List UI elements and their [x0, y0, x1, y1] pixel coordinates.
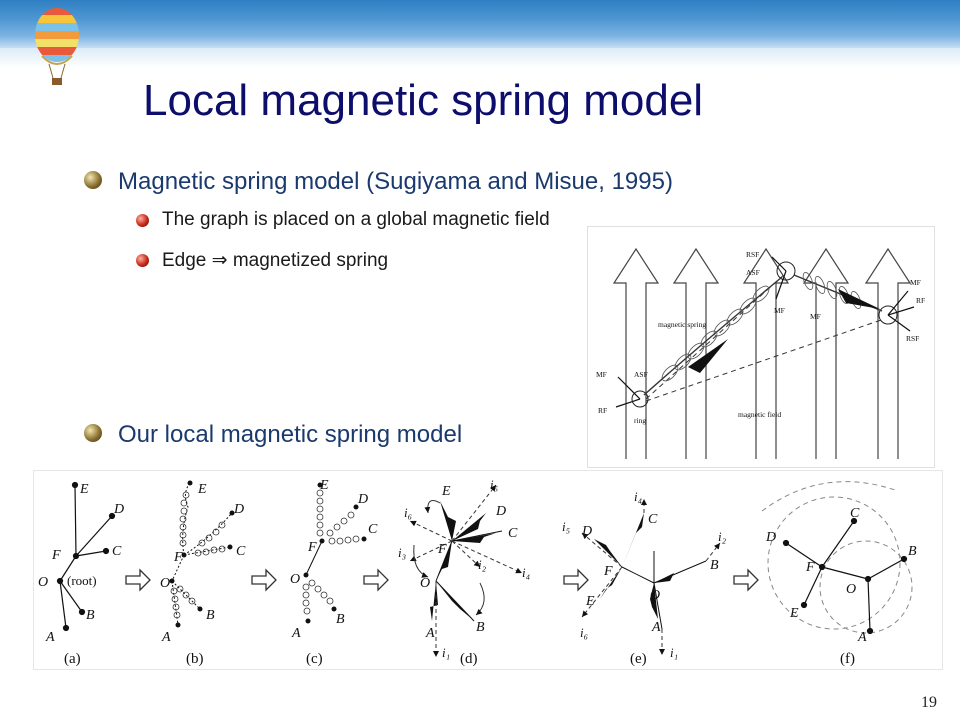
node-c: C	[850, 506, 860, 521]
bullet-global-field: The graph is placed on a global magnetic field	[162, 209, 550, 230]
label-asf: ASF	[634, 370, 648, 379]
force-label: i₄	[634, 489, 643, 504]
label-ring: ring	[634, 416, 647, 425]
label-mf: MF	[810, 312, 821, 321]
caption-f: (f)	[840, 651, 855, 667]
force-label: i₄	[522, 565, 531, 580]
node-b: B	[908, 544, 917, 559]
bullet-icon	[136, 214, 149, 227]
slide-title: Local magnetic spring model	[143, 76, 704, 125]
node-f: F	[806, 560, 815, 575]
force-label: i₂	[478, 557, 487, 572]
label-rf: RF	[598, 406, 608, 415]
node-b: B	[206, 608, 215, 623]
node-e: E	[80, 482, 89, 497]
header-fade	[0, 48, 960, 68]
node-a: A	[652, 620, 661, 635]
bullet-icon	[136, 254, 149, 267]
node-d: D	[766, 530, 777, 545]
root-label: (root)	[67, 573, 97, 588]
label-magnetic-spring: magnetic spring	[658, 320, 707, 329]
label-rsf: RSF	[746, 250, 760, 259]
force-label: i₆	[404, 505, 413, 520]
node-e: E	[442, 484, 451, 499]
bullet-magnetic-spring-model: Magnetic spring model (Sugiyama and Misue, 1995)	[118, 168, 673, 195]
node-a: A	[292, 626, 301, 641]
label-rsf: RSF	[906, 334, 920, 343]
bullet-icon	[84, 424, 102, 442]
node-d: D	[234, 502, 245, 517]
label-magnetic-field: magnetic field	[738, 410, 782, 419]
node-a: A	[162, 630, 171, 645]
label-mf: MF	[910, 278, 921, 287]
local-magnetic-spring-steps-figure	[33, 470, 943, 670]
node-c: C	[508, 526, 518, 541]
node-b: B	[336, 612, 345, 627]
node-a: A	[426, 626, 435, 641]
magnetic-spring-figure	[587, 226, 935, 468]
node-e: E	[586, 594, 595, 609]
force-label: i₅	[562, 519, 571, 534]
node-d: D	[114, 502, 125, 517]
force-label: i₃	[398, 545, 407, 560]
label-rf: RF	[916, 296, 926, 305]
caption-e: (e)	[630, 651, 647, 667]
force-label: i₅	[490, 477, 499, 492]
node-b: B	[86, 608, 95, 623]
node-c: C	[236, 544, 246, 559]
node-o: O	[38, 575, 49, 590]
node-f: F	[604, 564, 613, 579]
bullet-edge-spring: Edge ⇒ magnetized spring	[162, 250, 389, 271]
node-b: B	[476, 620, 485, 635]
node-c: C	[648, 512, 658, 527]
force-label: i₁	[670, 645, 679, 660]
node-a: A	[858, 630, 867, 645]
bullet-icon	[84, 171, 102, 189]
node-f: F	[308, 540, 317, 555]
label-asf: ASF	[746, 268, 760, 277]
node-o: O	[160, 576, 171, 591]
node-d: D	[358, 492, 369, 507]
caption-a: (a)	[64, 651, 81, 667]
node-f: F	[52, 548, 61, 563]
bullet-local-model: Our local magnetic spring model	[118, 421, 463, 448]
node-o: O	[420, 576, 431, 591]
node-d: D	[496, 504, 507, 519]
node-c: C	[368, 522, 378, 537]
node-f: F	[174, 550, 183, 565]
caption-c: (c)	[306, 651, 323, 667]
node-o: O	[650, 588, 661, 603]
node-e: E	[198, 482, 207, 497]
node-d: D	[582, 524, 593, 539]
caption-d: (d)	[460, 651, 478, 667]
label-mf: MF	[596, 370, 607, 379]
node-b: B	[710, 558, 719, 573]
node-e: E	[320, 478, 329, 493]
label-mf: MF	[774, 306, 785, 315]
page-number: 19	[921, 694, 937, 711]
force-label: i₁	[442, 645, 451, 660]
node-f: F	[438, 542, 447, 557]
node-o: O	[846, 582, 857, 597]
balloon-logo	[32, 6, 82, 92]
caption-b: (b)	[186, 651, 204, 667]
node-o: O	[290, 572, 301, 587]
header-band	[0, 0, 960, 48]
node-a: A	[46, 630, 55, 645]
node-e: E	[790, 606, 799, 621]
force-label: i₂	[718, 529, 727, 544]
node-c: C	[112, 544, 122, 559]
force-label: i₆	[580, 625, 589, 640]
